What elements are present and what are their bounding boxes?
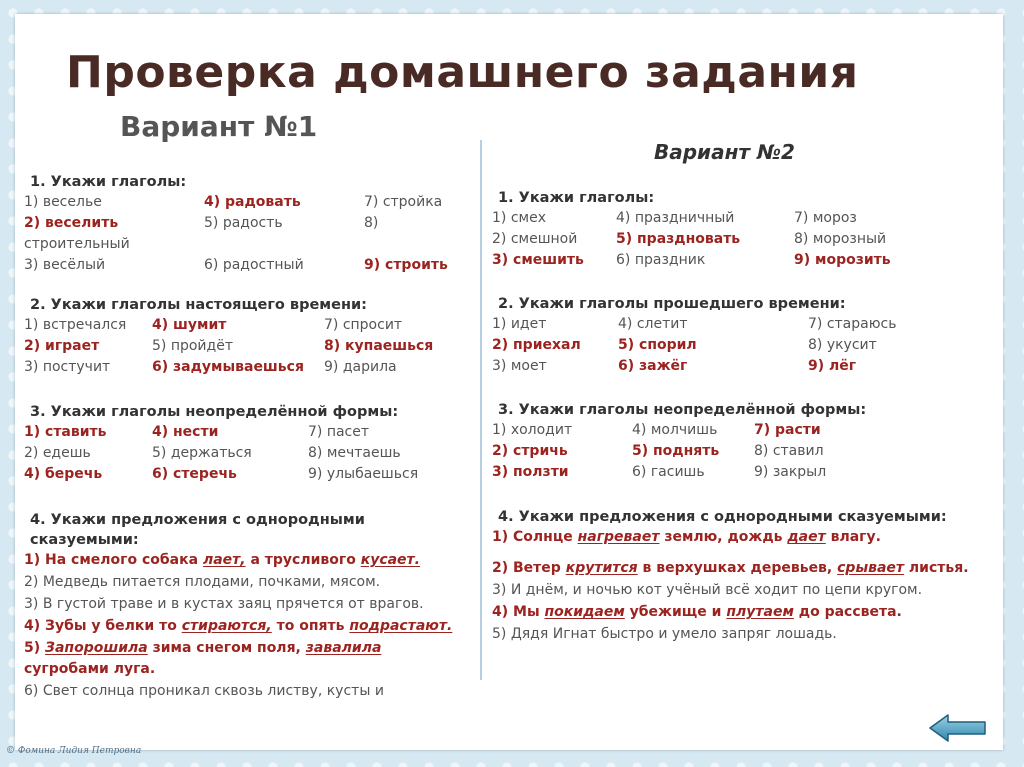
page-title: Проверка домашнего задания [66,47,859,98]
correct-sentence [24,550,460,571]
option-item: 5) радость [204,215,283,231]
sentence-text: 4) Зубы у белки то [24,618,182,634]
sentence-text: листья. [904,560,969,576]
v1-task-3-options [24,422,464,485]
underlined-predicate: нагревает [577,529,660,545]
sentence-item [24,572,460,593]
sentence-text: в верхушках деревьев, [637,560,838,576]
underlined-predicate: подрастают. [349,618,453,634]
v2-task-1-options [492,208,982,271]
underlined-predicate: кусает. [360,552,420,568]
option-item: 7) стройка [364,194,443,210]
option-row [24,234,464,255]
correct-sentence [492,602,982,623]
option-item: строительный [24,236,130,252]
v2-task-1-title: 1. Укажи глаголы: [498,190,655,206]
v1-task-1-options [24,192,464,276]
correct-sentence [492,527,982,548]
option-item: 6) праздник [616,252,706,268]
correct-answer: 2) стричь [492,443,568,459]
sentence-text: убежище и [624,604,727,620]
sentence-text: 6) Свет солнца проникал сквозь листву, кусты и [24,683,384,699]
option-row [492,356,982,377]
sentence-text: 5) Дядя Игнат быстро и умело запряг лошадь. [492,626,837,642]
option-item: 1) смех [492,210,546,226]
option-row [492,208,982,229]
sentence-text: 1) На смелого собака [24,552,203,568]
underlined-predicate: стираются, [181,618,272,634]
v2-task-1 [492,188,982,271]
correct-answer: 5) спорил [618,337,697,353]
underlined-predicate: плутаем [726,604,794,620]
sentence-text: 4) Мы [492,604,545,620]
v2-task-2-title: 2. Укажи глаголы прошедшего времени: [498,296,846,312]
correct-answer: 9) лёг [808,358,857,374]
correct-sentence [24,638,460,680]
sentence-text: а трусливого [245,552,361,568]
underlined-predicate: дает [787,529,826,545]
option-item: 2) смешной [492,231,578,247]
option-item: 4) праздничный [616,210,735,226]
author-credit: © Фомина Лидия Петровна [6,746,142,756]
correct-answer: 4) беречь [24,466,103,482]
option-item: 4) слетит [618,316,688,332]
option-item: 3) моет [492,358,547,374]
option-row [24,443,464,464]
underlined-predicate: Запорошила [45,640,148,656]
sentence-text: 3) В густой траве и в кустах заяц прячется от врагов. [24,596,424,612]
correct-sentence [24,616,460,637]
option-item: 9) закрыл [754,464,827,480]
option-item: 7) стараюсь [808,316,897,332]
option-row [24,192,464,213]
v2-task-4-sentences [492,527,982,645]
variant-1-heading: Вариант №1 [120,110,318,143]
underlined-predicate: срывает [837,560,905,576]
correct-answer: 4) шумит [152,317,227,333]
option-item: 8) морозный [794,231,887,247]
v1-task-3 [24,402,464,485]
option-item: 7) мороз [794,210,857,226]
option-row [492,441,982,462]
v1-task-3-title: 3. Укажи глаголы неопределённой формы: [30,404,399,420]
column-divider [480,140,482,680]
underlined-predicate: покидаем [544,604,625,620]
sentence-item [24,681,460,702]
correct-answer: 8) купаешься [324,338,434,354]
v1-task-4 [24,510,460,703]
v2-task-3-title: 3. Укажи глаголы неопределённой формы: [498,402,867,418]
correct-answer: 1) ставить [24,424,107,440]
option-row [24,315,464,336]
v1-task-4-title: 4. Укажи предложения с однородными сказуемыми: [30,512,365,548]
variant-2-heading: Вариант №2 [654,140,795,164]
correct-answer: 5) праздновать [616,231,741,247]
option-item: 6) гасишь [632,464,705,480]
correct-answer: 2) приехал [492,337,581,353]
back-arrow-icon[interactable] [928,713,988,743]
v1-task-2 [24,295,464,378]
sentence-text: 2) Ветер [492,560,566,576]
option-item: 1) веселье [24,194,102,210]
correct-answer: 9) морозить [794,252,891,268]
correct-answer: 4) радовать [204,194,301,210]
sentence-text: 5) [24,640,46,656]
option-row [492,250,982,271]
v1-task-4-sentences [24,550,460,702]
v1-task-2-title: 2. Укажи глаголы настоящего времени: [30,297,367,313]
option-row [24,213,464,234]
option-row [492,314,982,335]
sentence-text: 1) Солнце [492,529,578,545]
option-item: 7) пасет [308,424,370,440]
option-row [24,336,464,357]
option-item: 5) пройдёт [152,338,233,354]
option-row [492,335,982,356]
option-row [24,255,464,276]
option-item: 1) встречался [24,317,127,333]
v2-task-3-options [492,420,982,483]
sentence-text: то опять [271,618,350,634]
sentence-text: зима снегом поля, [147,640,306,656]
option-item: 7) спросит [324,317,403,333]
underlined-predicate: крутится [565,560,638,576]
correct-answer: 3) смешить [492,252,584,268]
sentence-item [492,580,982,601]
option-row [24,422,464,443]
correct-answer: 2) играет [24,338,100,354]
option-item: 5) держаться [152,445,252,461]
correct-answer: 6) стеречь [152,466,237,482]
option-item: 9) дарила [324,359,397,375]
sentence-text: влагу. [825,529,881,545]
sentence-text: сугробами луга. [24,661,156,677]
option-item: 2) едешь [24,445,91,461]
v2-task-4-title: 4. Укажи предложения с однородными сказуемыми: [498,509,947,525]
correct-answer: 3) ползти [492,464,569,480]
v1-task-2-options [24,315,464,378]
option-item: 6) радостный [204,257,304,273]
sentence-text: 2) Медведь питается плодами, почками, мясом. [24,574,381,590]
correct-answer: 7) расти [754,422,821,438]
v2-task-2 [492,294,982,377]
correct-answer: 6) зажёг [618,358,688,374]
v2-task-3 [492,400,982,483]
sentence-item [24,594,460,615]
option-item: 8) [364,215,379,231]
underlined-predicate: завалила [305,640,382,656]
correct-answer: 6) задумываешься [152,359,304,375]
correct-answer: 5) поднять [632,443,720,459]
correct-answer: 2) веселить [24,215,119,231]
v2-task-4 [492,507,982,646]
sentence-text: до рассвета. [793,604,902,620]
option-item: 4) молчишь [632,422,718,438]
option-item: 3) постучит [24,359,111,375]
correct-sentence [492,558,982,579]
option-item: 8) укусит [808,337,877,353]
v1-task-1 [24,172,464,276]
v1-task-1-title: 1. Укажи глаголы: [30,174,187,190]
option-item: 8) мечтаешь [308,445,401,461]
option-item: 1) идет [492,316,547,332]
option-row [492,229,982,250]
option-row [492,420,982,441]
option-row [492,462,982,483]
option-item: 8) ставил [754,443,824,459]
option-item: 1) холодит [492,422,573,438]
option-row [24,464,464,485]
option-item: 9) улыбаешься [308,466,419,482]
option-item: 3) весёлый [24,257,106,273]
sentence-item [492,624,982,645]
sentence-text: 3) И днём, и ночью кот учёный всё ходит по цепи кругом. [492,582,923,598]
correct-answer: 9) строить [364,257,448,273]
sentence-text: землю, дождь [659,529,788,545]
option-row [24,357,464,378]
correct-answer: 4) нести [152,424,219,440]
underlined-predicate: лает, [202,552,246,568]
v2-task-2-options [492,314,982,377]
